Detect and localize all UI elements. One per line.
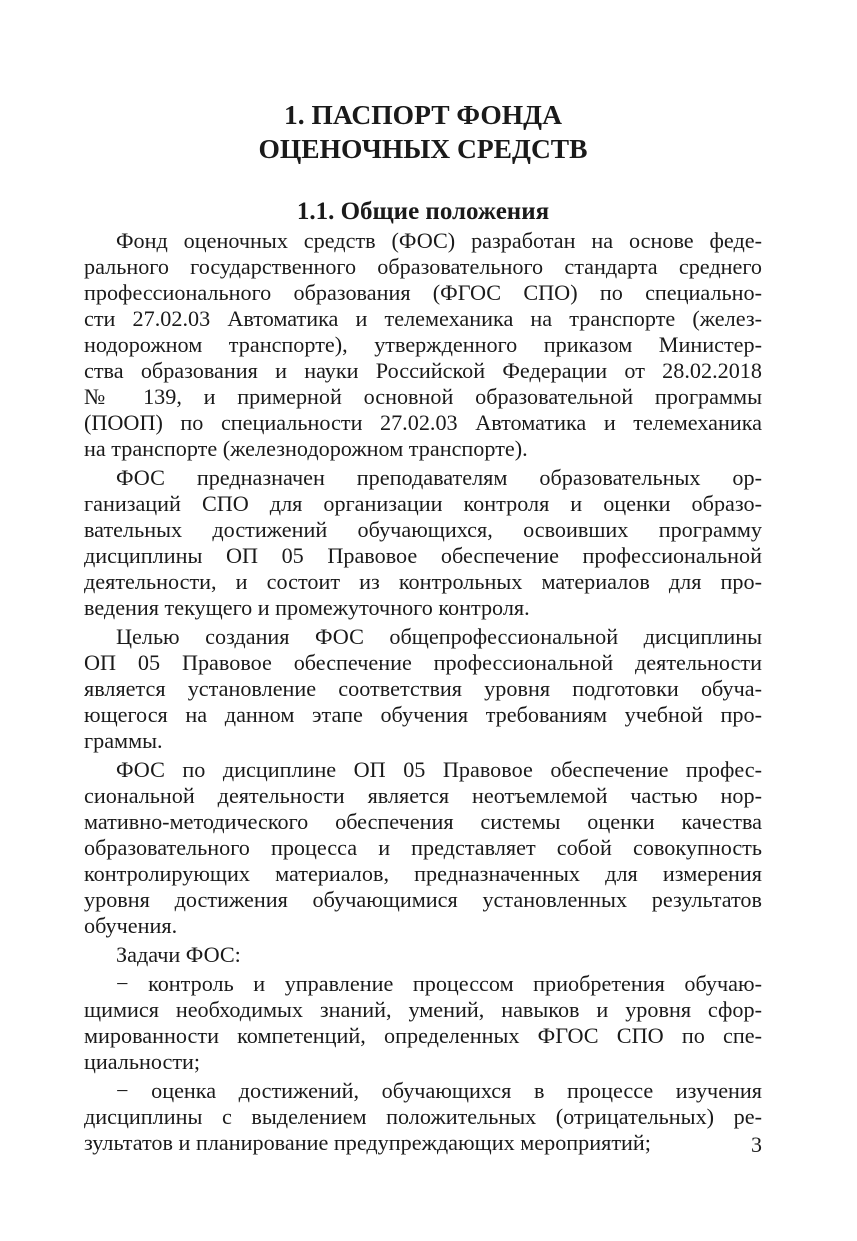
text-line: ОП 05 Правовое обеспечение профессиональной деятельности [84, 650, 762, 675]
text-line: обучения. [84, 913, 178, 938]
text-line: граммы. [84, 728, 163, 753]
text-line: ганизаций СПО для организации контроля и оценки образо- [84, 491, 762, 516]
text-line: сти 27.02.03 Автоматика и телемеханика на транспорте (желез- [84, 306, 762, 331]
paragraph [84, 228, 762, 462]
text-line: щимися необходимых знаний, умений, навыков и уровня сфор- [84, 997, 762, 1022]
text-line: ФОС предназначен преподавателям образовательных ор- [116, 465, 762, 490]
paragraph [84, 971, 762, 1075]
text-line: дисциплины с выделением положительных (отрицательных) ре- [84, 1104, 762, 1129]
text-line: ющегося на данном этапе обучения требованиям учебной про- [84, 702, 762, 727]
text-line: дисциплины ОП 05 Правовое обеспечение профессиональной [84, 543, 762, 568]
text-line: мативно-методического обеспечения системы оценки качества [84, 809, 762, 834]
paragraph [84, 624, 762, 754]
text-line: Фонд оценочных средств (ФОС) разработан на основе феде- [116, 228, 762, 253]
paragraph [84, 757, 762, 939]
text-line: рального государственного образовательного стандарта среднего [84, 254, 762, 279]
text-line: мированности компетенций, определенных ФГОС СПО по спе- [84, 1023, 762, 1048]
text-line: зультатов и планирование предупреждающих мероприятий; [84, 1130, 651, 1155]
text-line: является установление соответствия уровня подготовки обуча- [84, 676, 762, 701]
text-line: Задачи ФОС: [116, 942, 241, 967]
paragraph [84, 465, 762, 621]
text-line: уровня достижения обучающимися установленных результатов [84, 887, 762, 912]
text-line: на транспорте (железнодорожном транспорте). [84, 436, 528, 461]
chapter-title [84, 98, 762, 166]
text-line: деятельности, и состоит из контрольных материалов для про- [84, 569, 762, 594]
chapter-title-line-1: 1. ПАСПОРТ ФОНДА [284, 99, 562, 130]
text-line: нодорожном транспорте), утвержденного приказом Министер- [84, 332, 762, 357]
text-line: № 139, и примерной основной образовательной программы [84, 384, 762, 409]
chapter-title-line-2: ОЦЕНОЧНЫХ СРЕДСТВ [258, 133, 588, 164]
text-line: профессионального образования (ФГОС СПО) по специально- [84, 280, 762, 305]
text-line: контролирующих материалов, предназначенных для измерения [84, 861, 762, 886]
section-title: 1.1. Общие положения [296, 198, 550, 225]
page-number: 3 [751, 1132, 762, 1157]
text-line: − контроль и управление процессом приобретения обучаю- [116, 971, 762, 996]
text-line: циальности; [84, 1049, 201, 1074]
paragraph [84, 1078, 762, 1156]
body-text [84, 228, 762, 1156]
page-content [84, 98, 762, 1159]
text-line: ства образования и науки Российской Федерации от 28.02.2018 [84, 358, 762, 383]
text-line: (ПООП) по специальности 27.02.03 Автоматика и телемеханика [84, 410, 762, 435]
text-line: ведения текущего и промежуточного контроля. [84, 595, 530, 620]
text-line: Целью создания ФОС общепрофессиональной дисциплины [116, 624, 762, 649]
paragraph [84, 942, 762, 968]
text-line: сиональной деятельности является неотъемлемой частью нор- [84, 783, 762, 808]
text-line: вательных достижений обучающихся, освоивших программу [84, 517, 762, 542]
text-line: − оценка достижений, обучающихся в процессе изучения [116, 1078, 762, 1103]
text-line: ФОС по дисциплине ОП 05 Правовое обеспечение профес- [116, 757, 762, 782]
text-line: образовательного процесса и представляет собой совокупность [84, 835, 762, 860]
